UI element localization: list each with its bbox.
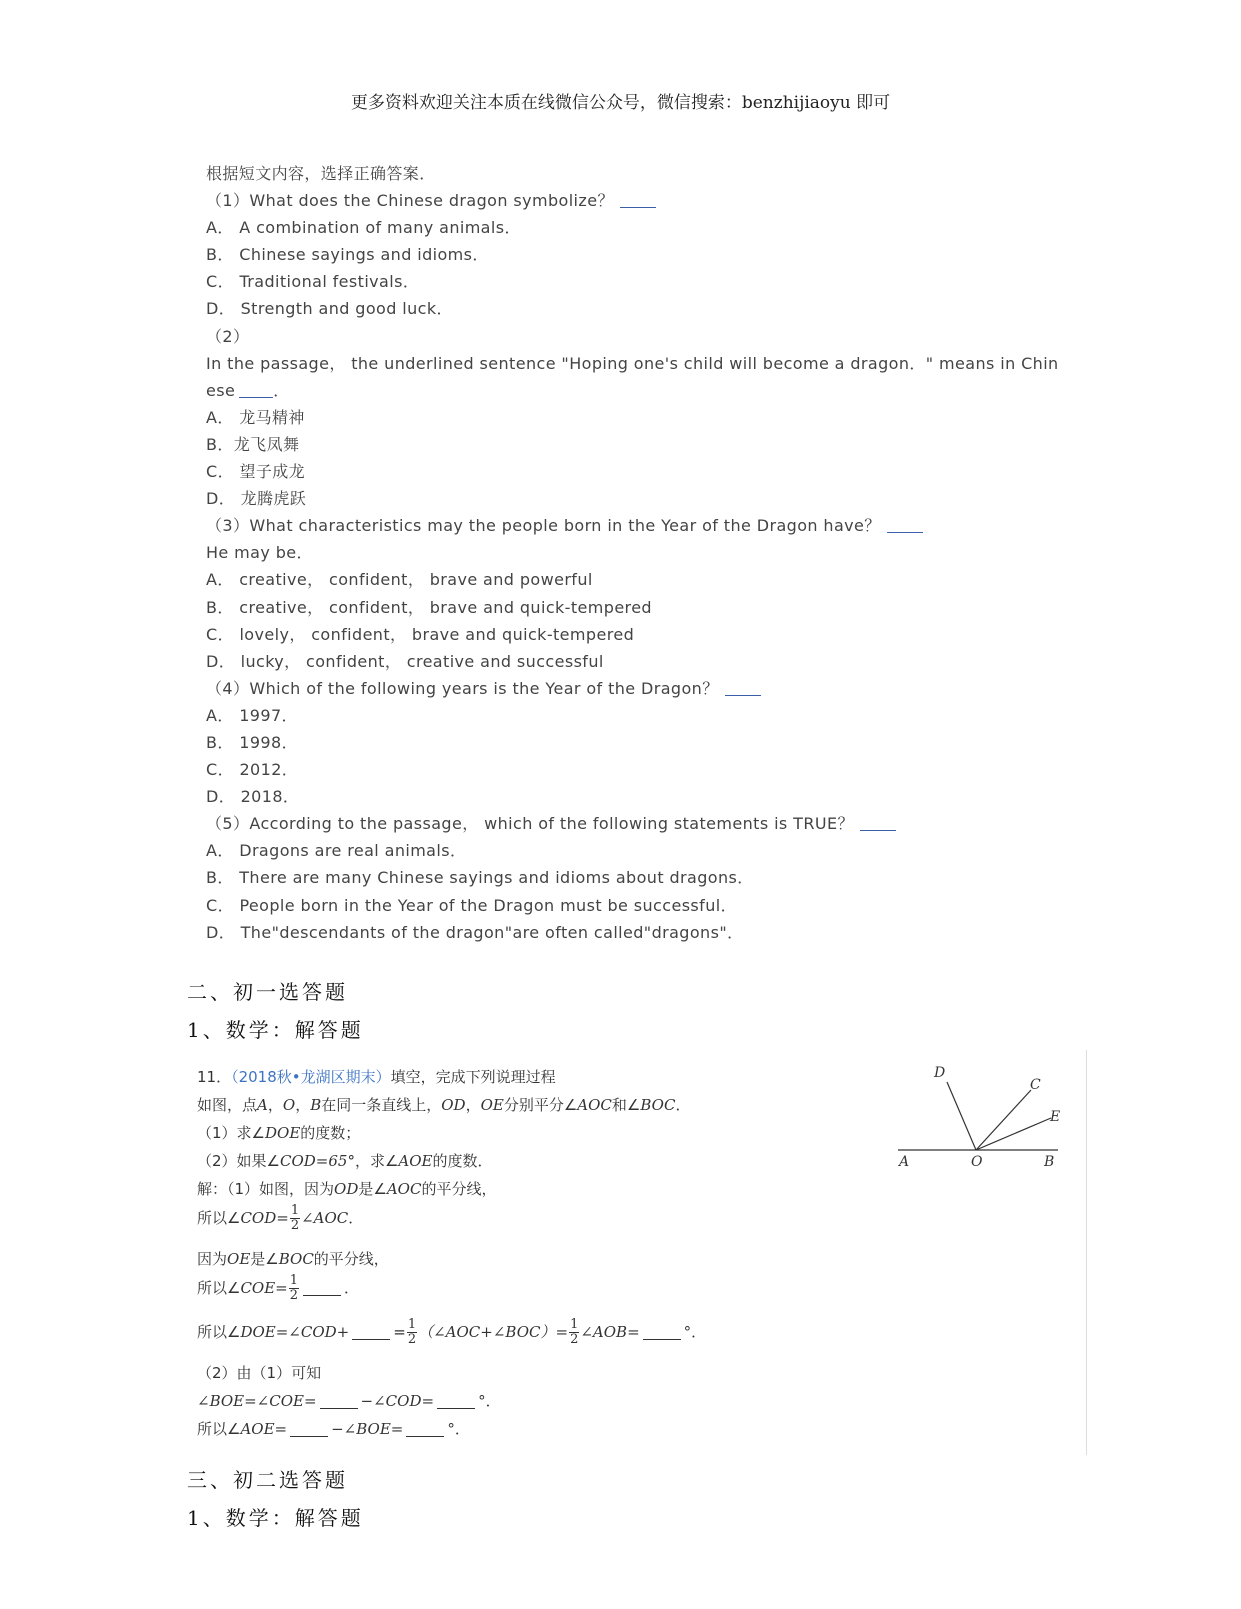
answer-blank[interactable] (887, 516, 923, 533)
solution-line-5: 所以∠DOE=∠COD+ = $\frac{1}{2}$ （∠AOC+∠BOC）= $\frac{1}{2}$ ∠AOB= °． (197, 1317, 707, 1347)
fill-blank[interactable] (352, 1325, 390, 1340)
ray-oe (976, 1118, 1051, 1150)
question-4-stem: （4）Which of the following years is the Year of the Dragon？ (206, 675, 1086, 702)
q3-option-c: C． lovely， confident， brave and quick-tempered (206, 624, 635, 644)
fraction-half: $\frac{1}{2}$ (290, 1203, 300, 1233)
angle-diagram (893, 1060, 1073, 1175)
q1-option-d: D． Strength and good luck． (206, 299, 453, 319)
section-2-title: 二、初一选答题 (187, 980, 348, 1004)
ray-od (947, 1082, 976, 1150)
label-d: D (934, 1065, 946, 1081)
q5-option-d: D． The"descendants of the dragon"are often called"dragons"． (206, 922, 744, 942)
question-5-stem: （5）According to the passage， which of the following statements is TRUE？ (206, 810, 1086, 837)
solution-line-7: 所以∠AOE= −∠BOE= °． (197, 1420, 470, 1438)
solution-line-1: 解：（1）如图，因为OD是∠AOC的平分线， (197, 1180, 497, 1198)
problem-source: （2018秋•龙湖区期末） (231, 1068, 391, 1086)
fraction-half: $\frac{1}{2}$ (407, 1317, 417, 1347)
label-o: O (971, 1154, 983, 1170)
problem-title: 11．（2018秋•龙湖区期末）填空，完成下列说理过程 (197, 1068, 556, 1086)
q5-option-b: B． There are many Chinese sayings and idioms about dragons． (206, 868, 754, 888)
q2-option-a: A． 龙马精神 (206, 407, 305, 427)
label-a: A (899, 1154, 910, 1170)
fraction-half: $\frac{1}{2}$ (570, 1317, 579, 1347)
problem-given: 如图，点A，O，B在同一条直线上，OD，OE分别平分∠AOC和∠BOC． (197, 1096, 691, 1114)
fill-blank[interactable] (290, 1422, 328, 1437)
instructions: 根据短文内容，选择正确答案． (206, 164, 436, 183)
section-2-subtitle: 1、数学：解答题 (187, 1018, 364, 1042)
question-3-stem-cont: He may be． (206, 543, 313, 563)
question-1-stem: （1）What does the Chinese dragon symbolize？ (206, 187, 1086, 214)
q2-option-c: C． 望子成龙 (206, 462, 306, 482)
label-b: B (1044, 1154, 1055, 1170)
q4-option-a: A． 1997． (206, 705, 298, 725)
question-3-stem: （3）What characteristics may the people born in the Year of the Dragon have？ (206, 512, 1086, 539)
problem-part-1: （1）求∠DOE的度数； (197, 1124, 361, 1142)
q2-option-b: B．龙飞凤舞 (206, 434, 300, 454)
answer-blank[interactable] (860, 814, 896, 831)
q3-option-a: A． creative， confident， brave and powerful (206, 570, 593, 590)
q4-option-d: D． 2018． (206, 787, 300, 807)
q5-option-c: C． People born in the Year of the Dragon must be successful． (206, 895, 737, 915)
q3-option-d: D． lucky， confident， creative and successful (206, 651, 604, 671)
answer-blank[interactable] (620, 191, 656, 208)
q4-option-c: C． 2012． (206, 760, 299, 780)
fill-blank[interactable] (406, 1422, 444, 1437)
ray-oc (976, 1090, 1031, 1150)
question-2-stem: In the passage， the underlined sentence "Hoping one's child will become a dragon．" means in Chin (206, 353, 1059, 373)
divider-line (1086, 1050, 1087, 1455)
problem-part-2: （2）如果∠COD=65°，求∠AOE的度数． (197, 1152, 493, 1170)
solution-part-2: （2）由（1）可知 (197, 1364, 322, 1382)
q5-option-a: A． Dragons are real animals． (206, 841, 467, 861)
q1-option-a: A． A combination of many animals． (206, 218, 521, 238)
q1-option-c: C． Traditional festivals． (206, 272, 420, 292)
answer-blank[interactable] (725, 679, 761, 696)
q3-option-b: B． creative， confident， brave and quick-tempered (206, 597, 652, 617)
question-2-label: （2） (206, 326, 250, 346)
label-e: E (1050, 1109, 1061, 1125)
fill-blank[interactable] (643, 1325, 681, 1340)
reading-questions (206, 160, 1086, 946)
solution-line-2: 所以∠COD= $\frac{1}{2}$ ∠AOC． (197, 1203, 364, 1233)
solution-line-4: 所以∠COE= $\frac{1}{2}$ ． (197, 1273, 360, 1303)
question-2-stem-cont: ese ． (206, 380, 290, 400)
page-header: 更多资料欢迎关注本质在线微信公众号，微信搜索：benzhijiaoyu 即可 (350, 93, 891, 113)
answer-blank[interactable] (239, 381, 273, 398)
fill-blank[interactable] (437, 1394, 475, 1409)
fill-blank[interactable] (303, 1281, 341, 1296)
solution-line-3: 因为OE是∠BOC的平分线， (197, 1250, 389, 1268)
q4-option-b: B． 1998． (206, 732, 298, 752)
q1-option-b: B． Chinese sayings and idioms． (206, 245, 489, 265)
fraction-half: $\frac{1}{2}$ (289, 1273, 299, 1303)
section-3-title: 三、初二选答题 (187, 1468, 348, 1492)
q2-option-d: D． 龙腾虎跃 (206, 489, 307, 509)
fill-blank[interactable] (320, 1394, 358, 1409)
label-c: C (1030, 1077, 1041, 1093)
section-3-subtitle: 1、数学：解答题 (187, 1506, 364, 1530)
solution-line-6: ∠BOE=∠COE= −∠COD= °． (197, 1392, 501, 1410)
